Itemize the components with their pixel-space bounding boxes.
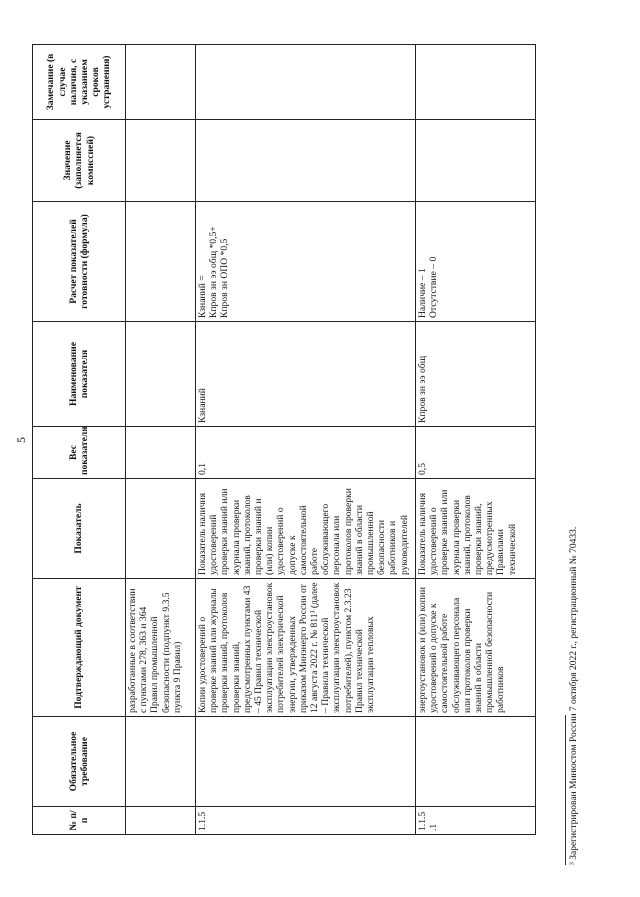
cell-indicator: Показатель наличия удостоверений о проверке знаний или журнала проверки знаний, протоколов проверки знаний, предусмотренных Правилами технической bbox=[416, 479, 536, 579]
table-row bbox=[126, 45, 196, 835]
cell-remark bbox=[196, 45, 416, 120]
cell-document: разработанные в соответствии с пунктами 278, 363 и 364 Правил промышленной безопасности (подпункт 9.3.5 пункта 9 Правил) bbox=[126, 579, 196, 717]
page-number: 5 bbox=[14, 437, 28, 443]
cell-document: энергоустановок и (или) копии удостоверений о допуске к самостоятельной работе обслуживающего персонала или протоколов проверки знаний в области промышленной безопасности работников bbox=[416, 579, 536, 717]
formula-line: Кпров зн ОПО *0,5 bbox=[219, 238, 231, 318]
cell-formula bbox=[196, 202, 416, 322]
table-row bbox=[196, 45, 416, 835]
footnote-rule bbox=[565, 715, 566, 865]
table-header-row bbox=[33, 45, 126, 835]
cell-value bbox=[416, 120, 536, 202]
cell-requirement bbox=[196, 717, 416, 807]
cell-indicator-name: Кзнаний bbox=[196, 322, 416, 427]
cell-indicator-name: Кпров зн ээ общ bbox=[416, 322, 536, 427]
cell-num: 1.1.5 bbox=[196, 807, 416, 835]
cell-value bbox=[196, 120, 416, 202]
cell-num bbox=[126, 807, 196, 835]
header-requirement: Обязательное требование bbox=[33, 717, 126, 807]
cell-remark bbox=[126, 45, 196, 120]
formula-line: Наличие – 1 bbox=[417, 268, 428, 318]
cell-requirement bbox=[126, 717, 196, 807]
cell-indicator: Показатель наличия удостоверений проверки знаний или журнала проверки знаний, протоколов проверки знаний и (или) копии удостоверений о допуске к самостоятельной работе обслуживающего персонала или протоколов проверки знаний в области промышленной безопасности работников и руководителей bbox=[196, 479, 416, 579]
cell-remark bbox=[416, 45, 536, 120]
cell-document: Копии удостоверений о проверке знаний или журналы проверки знаний, протоколов проверки знаний, предусмотренных пунктами 43 – 45 Правил технической эксплуатации электроустановок потребителей электрической энергии, утвержденных приказом Минэнерго России от 12 августа 2022 г. № 811³ (далее – Правила технической эксплуатации электроустановок потребителей), пунктом 2.3.23 Правил технической эксплуатации тепловых bbox=[196, 579, 416, 717]
readiness-table bbox=[32, 44, 536, 835]
cell-weight: 0,1 bbox=[196, 427, 416, 479]
header-indicator: Показатель bbox=[33, 479, 126, 579]
formula-line: Кзнаний = bbox=[197, 275, 208, 318]
rotated-landscape-content bbox=[14, 45, 620, 865]
cell-requirement bbox=[416, 717, 536, 807]
cell-formula bbox=[416, 202, 536, 322]
header-indicator-name: Наименование показателя bbox=[33, 322, 126, 427]
formula-line: Кпров зн ээ общ *0,5+ bbox=[208, 226, 220, 318]
header-formula: Расчет показателей готовности (формула) bbox=[33, 202, 126, 322]
cell-indicator bbox=[126, 479, 196, 579]
header-value: Значение (заполняется комиссией) bbox=[33, 120, 126, 202]
header-remark: Замечание (в случае наличия, с указанием сроков устранения) bbox=[33, 45, 126, 120]
header-document: Подтверждающий документ bbox=[33, 579, 126, 717]
footnote: ³ Зарегистрирован Минюстом России 7 октября 2022 г., регистрационный № 70433. bbox=[569, 526, 579, 865]
cell-num: 1.1.5 .1 bbox=[416, 807, 536, 835]
cell-value bbox=[126, 120, 196, 202]
header-weight: Вес показателя bbox=[33, 427, 126, 479]
header-num: № п/п bbox=[33, 807, 126, 835]
cell-weight bbox=[126, 427, 196, 479]
cell-indicator-name bbox=[126, 322, 196, 427]
cell-weight: 0,5 bbox=[416, 427, 536, 479]
table-row bbox=[416, 45, 536, 835]
cell-formula bbox=[126, 202, 196, 322]
formula-line: Отсутствие – 0 bbox=[428, 256, 440, 318]
